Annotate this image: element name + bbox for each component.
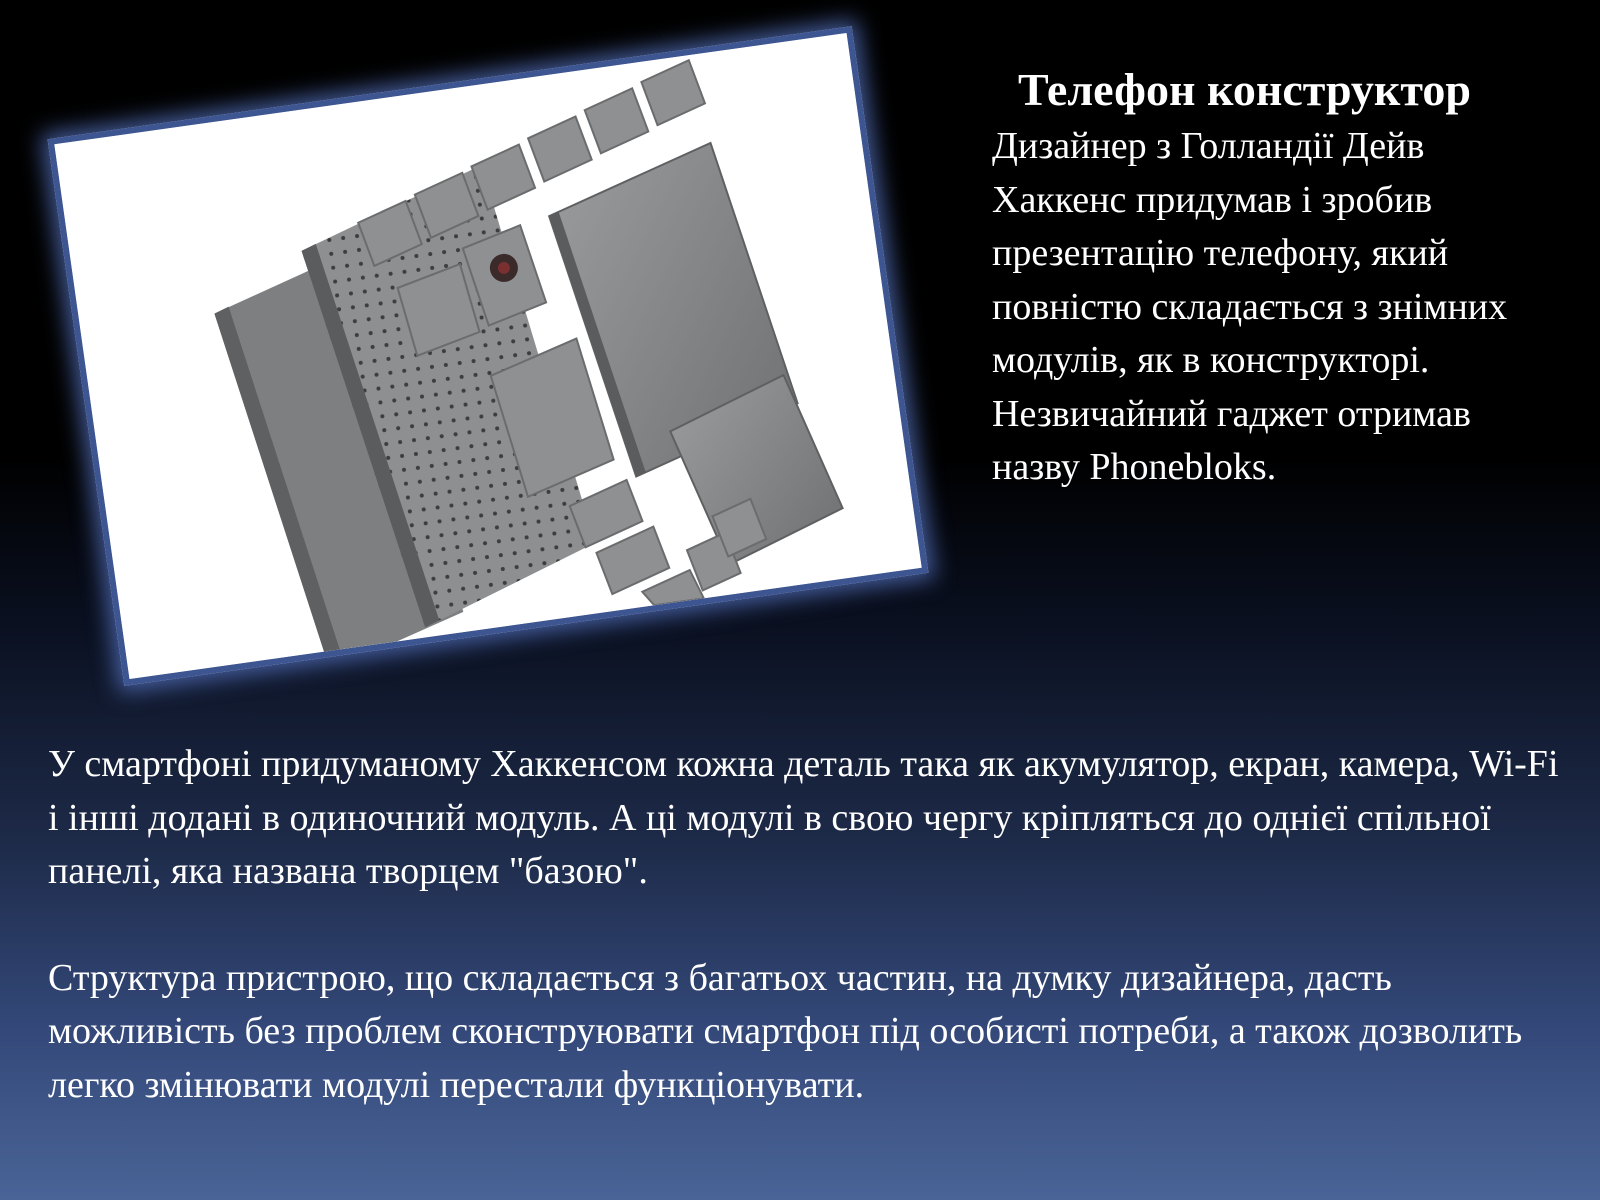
body-text (48, 738, 1568, 1112)
slide-title: Телефон конструктор (1018, 64, 1471, 115)
phonebloks-illustration (54, 33, 921, 679)
paragraph-2: Структура пристрою, що складається з багатьох частин, на думку дизайнера, дасть можливість без проблем сконструювати смартфон під особисті потреби, а також дозволить легко змінювати модулі перестали функціонувати. (48, 956, 1523, 1106)
intro-text: Дизайнер з Голландії Дейв Хаккенс придумав і зробив презентацію телефону, який повністю складається з знімних модулів, як в конструкторі. Незвичайний гаджет отримав назву Phonebloks. (992, 125, 1508, 488)
phonebloks-photo (48, 26, 929, 686)
paragraph-1: У смартфоні придуманому Хаккенсом кожна деталь така як акумулятор, екран, камера, Wi-Fi і інші додані в одиночний модуль. А ці модулі в свою чергу кріпляться до однієї спільної панелі, яка названа творцем "базою". (48, 743, 1559, 892)
